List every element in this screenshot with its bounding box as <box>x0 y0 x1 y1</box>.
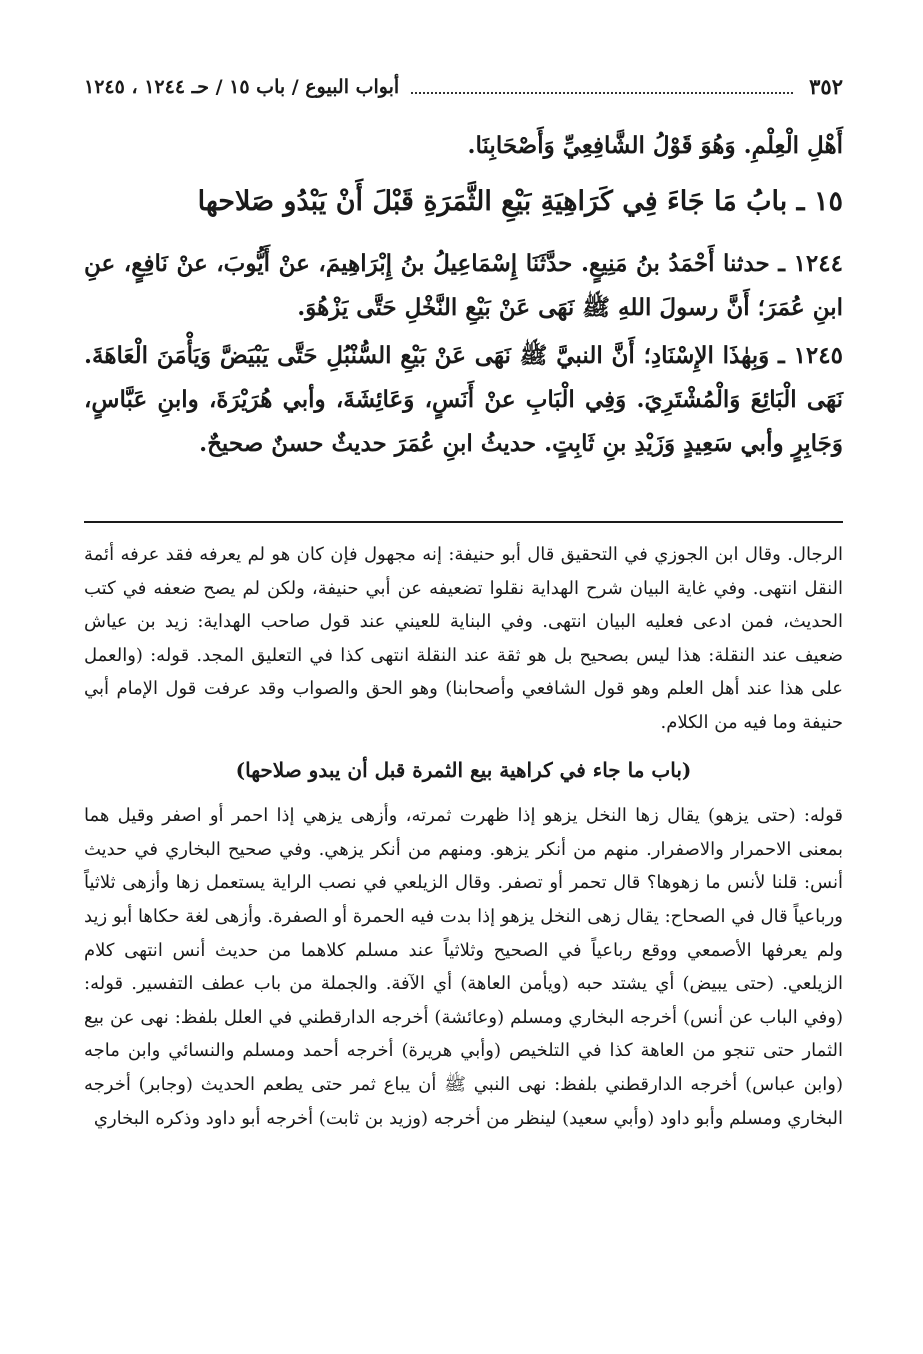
commentary-subheading: (باب ما جاء في كراهية بيع الثمرة قبل أن يبدو صلاحها) <box>235 757 692 782</box>
header-dotted-leader <box>411 80 793 94</box>
hadith-1245: ١٢٤٥ ـ وَبِهٰذَا الإِسْنَادِ؛ أَنَّ النبيَّ ﷺ نَهَى عَنْ بَيْعِ السُّنْبُلِ حَتَّى يَبْيَضَّ وَيَأْمَنَ الْعَاهَةَ. نَهَى الْبَائِعَ وَالْمُشْتَرِيَ. وَفِي الْبَابِ عنْ أَنَسٍ، وَعَائِشَةَ، وأبي هُرَيْرَةَ، وابنِ عَبَّاسٍ، وَجَابِرٍ وأبي سَعِيدٍ وَزَيْدِ بنِ ثَابِتٍ. حديثُ ابنِ عُمَرَ حديثٌ حسنٌ صحيحٌ. <box>84 342 843 457</box>
chapter-heading: ١٥ ـ بابُ مَا جَاءَ فِي كَرَاهِيَةِ بَيْعِ الثَّمَرَةِ قَبْلَ أَنْ يَبْدُو صَلاحها <box>197 186 843 217</box>
hadith-1244: ١٢٤٤ ـ حدثنا أَحْمَدُ بنُ مَنِيعٍ. حدَّثَنَا إِسْمَاعِيلُ بنُ إِبْرَاهِيمَ، عنْ أَيُّوبَ، عنْ نَافِعٍ، عنِ ابنِ عُمَرَ؛ أَنَّ رسولَ اللهِ ﷺ نَهَى عَنْ بَيْعِ النَّخْلِ حَتَّى يَزْهُوَ. <box>84 250 843 321</box>
running-header <box>84 74 843 99</box>
header-title: أبواب البيوع / باب ١٥ / حـ ١٢٤٤ ، ١٢٤٥ <box>84 75 400 98</box>
commentary-paragraph-1: الرجال. وقال ابن الجوزي في التحقيق قال أبو حنيفة: إنه مجهول فإن كان هو لم يعرفه فقد عرفه أئمة النقل انتهى. وفي غاية البيان شرح الهداية نقلوا تضعيفه عن أبي حنيفة، ولكن لم يصح ضعفه في كتب الحديث، فمن ادعى فعليه البيان انتهى. وفي البناية للعيني عند قول صاحب الهداية: زيد بن عياش ضعيف عند النقلة: هذا ليس بصحيح بل هو ثقة عند النقلة انتهى كذا في التعليق المجد. قوله: (والعمل على هذا عند أهل العلم وهو قول الشافعي وأصحابنا) وهو الحق والصواب وقد عرفت قول الإمام أبي حنيفة وما فيه من الكلام. <box>84 544 843 733</box>
commentary <box>84 538 843 1135</box>
commentary-paragraph-2: قوله: (حتى يزهو) يقال زها النخل يزهو إذا ظهرت ثمرته، وأزهى يزهي إذا احمر أو اصفر وقيل هما بمعنى الاحمرار والاصفرار. منهم من أنكر يزهو. ومنهم من أنكر يزهي. وفي صحيح البخاري في حديث أنس: قلنا لأنس ما زهوها؟ قال تحمر أو تصفر. وقال الزيلعي في نصب الراية يستعمل زها وأزهى ثلاثياً ورباعياً قال في الصحاح: يقال زهى النخل يزهو إذا بدت فيه الحمرة أو الصفرة. وأزهى لغة حكاها أبو زيد ولم يعرفها الأصمعي ووقع رباعياً في الصحيح وثلاثياً عند مسلم كلاهما من حديث أنس انتهى كلام الزيلعي. (حتى يبيض) أي يشتد حبه (ويأمن العاهة) أي الآفة. والجملة من باب عطف التفسير. قوله: (وفي الباب عن أنس) أخرجه البخاري ومسلم (وعائشة) أخرجه الدارقطني في العلل بلفظ: نهى عن بيع الثمار حتى تنجو من العاهة كذا في التلخيص (وأبي هريرة) أخرجه أحمد ومسلم والنسائي وابن ماجه (وابن عباس) أخرجه الدارقطني بلفظ: نهى النبي ﷺ أن يباع ثمر حتى يطعم الحديث (وجابر) أخرجه البخاري ومسلم وأبو داود (وأبي سعيد) لينظر من أخرجه (وزيد بن ثابت) أخرجه أبو داود وذكره البخاري <box>84 805 843 1129</box>
footnote-divider <box>84 521 843 523</box>
page-number: ٣٥٢ <box>809 74 843 99</box>
main-text <box>84 124 843 466</box>
intro-line: أَهْلِ الْعِلْمِ. وَهُوَ قَوْلُ الشَّافِعِيِّ وَأَصْحَابِنَا. <box>467 132 843 159</box>
